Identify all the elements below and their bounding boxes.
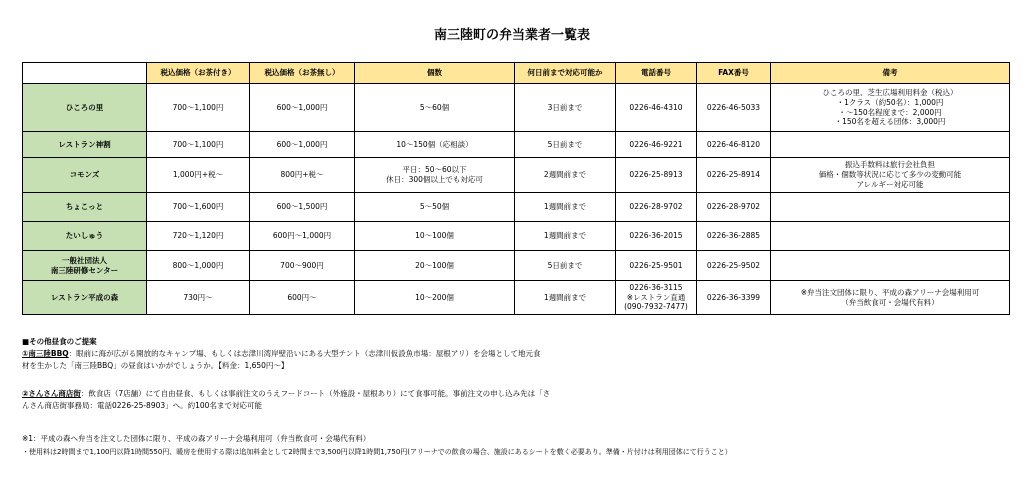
remarks (771, 193, 1010, 222)
days-before: 3日前まで (515, 84, 616, 132)
footnote-2: ・使用料は2時間まで1,100円以降1時間550円、暖房を使用する際は追加料金として2時間まで3,500円以降1時間1,750円(アリーナでの飲食の場合、施設にあるシートを敷く必要あり。準備・片付けは利用団体にて行うこと） (22, 448, 732, 456)
days-before: 2週間前まで (515, 158, 616, 193)
fax-number: 0226-28-9702 (697, 193, 771, 222)
price-tea: 1,000円+税～ (147, 158, 250, 193)
fax-number: 0226-25-8914 (697, 158, 771, 193)
sansan-link[interactable]: ②さんさん商店街 (22, 389, 81, 398)
fax-number: 0226-36-2885 (697, 222, 771, 251)
remarks (771, 251, 1010, 281)
page-title: 南三陸町の弁当業者一覧表 (433, 28, 590, 43)
header-quantity: 個数 (355, 63, 515, 84)
quantity: 5～50個 (355, 193, 515, 222)
quantity: 5～60個 (355, 84, 515, 132)
tel-number: 0226-36-2015 (616, 222, 697, 251)
header-corner (23, 63, 147, 84)
tel-number: 0226-25-8913 (616, 158, 697, 193)
price-notea: 600～1,500円 (250, 193, 355, 222)
table-row (23, 281, 1010, 315)
vendor-name: たいしゅう (23, 222, 147, 251)
quantity: 20～100個 (355, 251, 515, 281)
price-tea: 720～1,120円 (147, 222, 250, 251)
table-row (23, 132, 1010, 158)
price-tea: 700～1,100円 (147, 132, 250, 158)
fax-number: 0226-46-5033 (697, 84, 771, 132)
sansan-text-1: ：飲食店（7店舗）にて自由昼食、もしくは事前注文のうえフードコート（外施設・屋根あり）にて食事可能。事前注文の申し込み先は「さ (80, 389, 551, 398)
price-tea: 730円～ (147, 281, 250, 315)
header-remarks: 備考 (771, 63, 1010, 84)
remarks: 振込手数料は旅行会社負担 価格・個数等状況に応じて多少の変動可能 アレルギー対応可能 (771, 158, 1010, 193)
fax-number: 0226-36-3399 (697, 281, 771, 315)
bbq-text-2: 材を生かした「南三陸BBQ」の昼食はいかがでしょうか。【料金：1,650円～】 (22, 361, 289, 370)
tel-number: 0226-28-9702 (616, 193, 697, 222)
header-price-notea: 税込価格（お茶無し） (250, 63, 355, 84)
price-notea: 700～900円 (250, 251, 355, 281)
price-notea: 600～1,000円 (250, 84, 355, 132)
tel-number: 0226-46-4310 (616, 84, 697, 132)
days-before: 5日前まで (515, 132, 616, 158)
days-before: 1週間前まで (515, 222, 616, 251)
remarks: ※弁当注文団体に限り、平成の森アリーナ会場利用可 （弁当飲食可・会場代有料） (771, 281, 1010, 315)
price-notea: 600円～1,000円 (250, 222, 355, 251)
table-header-row (23, 63, 1010, 84)
vendor-table (22, 62, 1010, 315)
remarks: ひころの里、芝生広場利用料金（税込） ・1クラス（約50名）：1,000円 ・～150名程度まで：2,000円 ・150名を超える団体：3,000円 (771, 84, 1010, 132)
days-before: 5日前まで (515, 251, 616, 281)
price-tea: 800～1,000円 (147, 251, 250, 281)
price-tea: 700～1,100円 (147, 84, 250, 132)
quantity: 10～150個（応相談） (355, 132, 515, 158)
table-row (23, 193, 1010, 222)
table-row (23, 251, 1010, 281)
tel-number: 0226-36-3115 ※レストラン直通 (090-7932-7477) (616, 281, 697, 315)
table-row (23, 158, 1010, 193)
price-notea: 800円+税～ (250, 158, 355, 193)
vendor-name: レストラン平成の森 (23, 281, 147, 315)
price-notea: 600円～ (250, 281, 355, 315)
tel-number: 0226-46-9221 (616, 132, 697, 158)
fax-number: 0226-25-9502 (697, 251, 771, 281)
remarks (771, 132, 1010, 158)
vendor-name: 一般社団法人 南三陸研修センター (23, 251, 147, 281)
sansan-note (22, 388, 550, 399)
table-row (23, 84, 1010, 132)
footnote-1: ※1：平成の森へ弁当を注文した団体に限り、平成の森アリーナ会場利用可（弁当飲食可・会場代有料） (22, 434, 371, 443)
vendor-name: レストラン神割 (23, 132, 147, 158)
vendor-name: ひころの里 (23, 84, 147, 132)
vendor-name: ちょこっと (23, 193, 147, 222)
days-before: 1週間前まで (515, 281, 616, 315)
bbq-text-1: ：眼前に海が広がる開放的なキャンプ場、もしくは志津川湾岸壁沿いにある大型テント（志津川仮設魚市場：屋根アリ）を会場として地元食 (68, 349, 541, 358)
tel-number: 0226-25-9501 (616, 251, 697, 281)
header-fax: FAX番号 (697, 63, 771, 84)
remarks (771, 222, 1010, 251)
price-tea: 700～1,600円 (147, 193, 250, 222)
price-notea: 600～1,000円 (250, 132, 355, 158)
fax-number: 0226-46-8120 (697, 132, 771, 158)
quantity: 平日：50～60以下 休日：300個以上でも対応可 (355, 158, 515, 193)
quantity: 10～200個 (355, 281, 515, 315)
vendor-name: コモンズ (23, 158, 147, 193)
header-days: 何日前まで対応可能か (515, 63, 616, 84)
bbq-note (22, 348, 541, 359)
table-row (23, 222, 1010, 251)
quantity: 10～100個 (355, 222, 515, 251)
sansan-text-2: んさん商店街事務局：電話0226-25-8903」へ。約100名まで対応可能 (22, 401, 262, 410)
notes-heading: ■その他昼食のご提案 (22, 337, 97, 346)
header-tel: 電話番号 (616, 63, 697, 84)
bbq-link[interactable]: ①南三陸BBQ (22, 349, 69, 358)
header-price-tea: 税込価格（お茶付き） (147, 63, 250, 84)
days-before: 1週間前まで (515, 193, 616, 222)
